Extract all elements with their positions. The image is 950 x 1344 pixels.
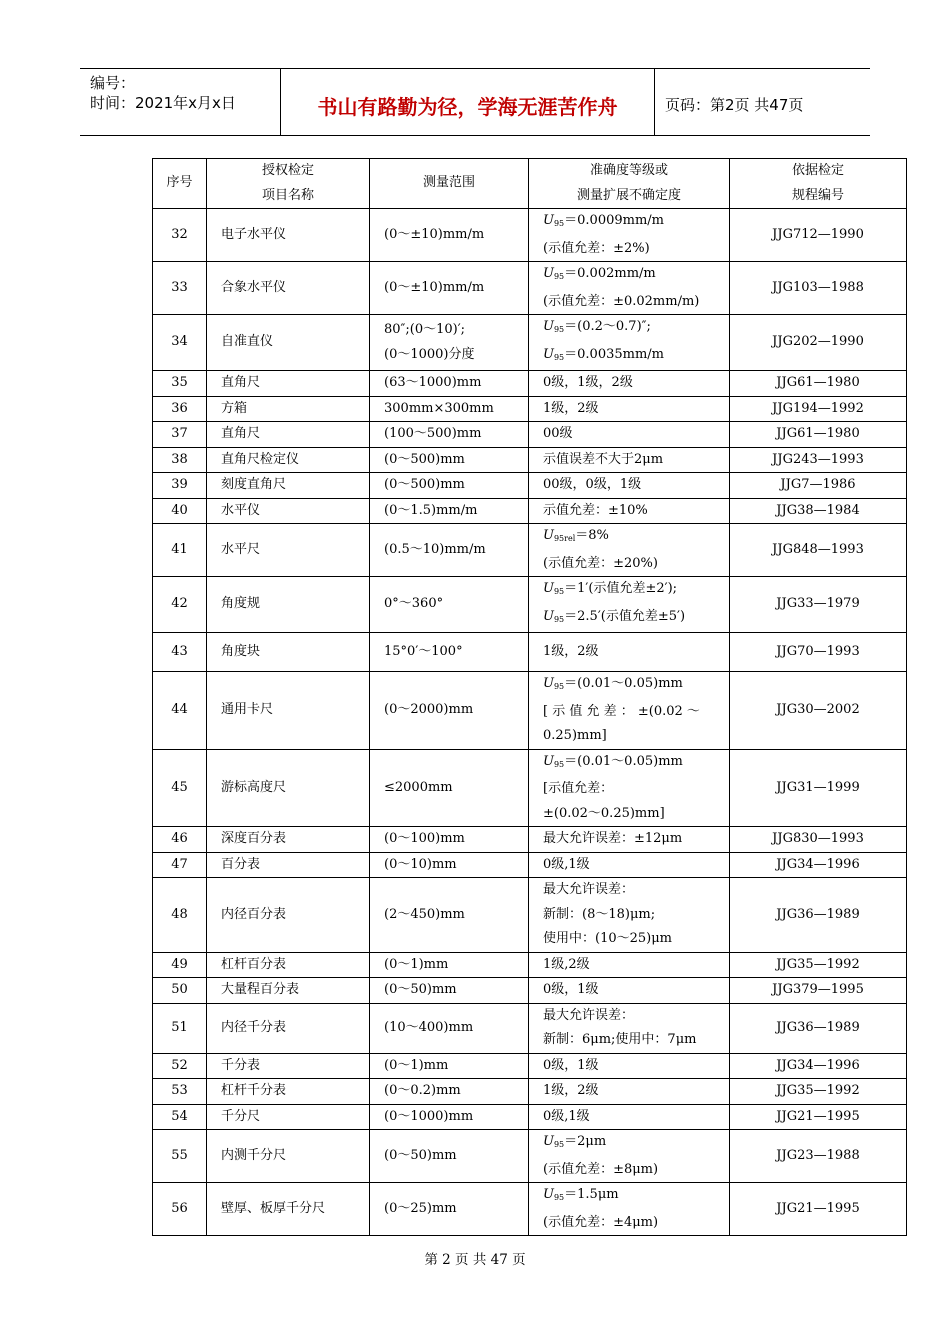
cell-accuracy	[529, 447, 730, 473]
cell-rule-code: JJG712—1990	[730, 209, 907, 262]
uncertainty-subscript: 95	[553, 1140, 565, 1149]
accuracy-line	[543, 672, 715, 700]
uncertainty-symbol: U	[543, 1187, 554, 1202]
cell-no: 53	[153, 1079, 207, 1105]
col-header-range: 测量范围	[370, 159, 529, 209]
cell-item-name: 千分表	[207, 1053, 370, 1079]
cell-range	[370, 524, 529, 577]
uncertainty-value: ＝0.0035mm/m	[564, 346, 665, 362]
col-header-no: 序号	[153, 159, 207, 209]
cell-range	[370, 396, 529, 422]
cell-accuracy	[529, 577, 730, 633]
cell-rule-code: JJG61—1980	[730, 371, 907, 397]
cell-line: 1级，2级	[543, 1083, 599, 1098]
cell-line: 新制：(8～18)μm;	[543, 906, 656, 922]
cell-item-name: 刻度直角尺	[207, 473, 370, 499]
cell-line: (0～1)mm	[384, 956, 449, 972]
cell-no: 51	[153, 1003, 207, 1053]
uncertainty-value: ＝(0.2～0.7)″;	[564, 319, 651, 334]
cell-no: 45	[153, 749, 207, 827]
cell-no: 39	[153, 473, 207, 499]
cell-accuracy	[529, 1003, 730, 1053]
cell-range	[370, 749, 529, 827]
table-row	[153, 315, 907, 371]
cell-rule-code: JJG33—1979	[730, 577, 907, 633]
accuracy-line	[543, 750, 715, 778]
cell-range	[370, 262, 529, 315]
cell-range	[370, 952, 529, 978]
cell-line: (示值允差：±0.02mm/m)	[543, 293, 700, 309]
uncertainty-value: ＝(0.01～0.05)mm	[564, 676, 683, 691]
table-row	[153, 396, 907, 422]
cell-item-name: 百分表	[207, 852, 370, 878]
cell-item-name: 直角尺检定仪	[207, 447, 370, 473]
uncertainty-subscript: 95	[553, 272, 565, 281]
table-row	[153, 498, 907, 524]
uncertainty-symbol: U	[543, 266, 554, 281]
cell-line: (0～100)mm	[384, 831, 465, 846]
cell-item-name: 电子水平仪	[207, 209, 370, 262]
cell-item-name: 水平尺	[207, 524, 370, 577]
cell-range	[370, 827, 529, 853]
cell-range	[370, 978, 529, 1004]
cell-accuracy	[529, 422, 730, 448]
cell-item-name: 内径百分表	[207, 878, 370, 953]
cell-accuracy	[529, 209, 730, 262]
cell-line: 00级，0级，1级	[543, 477, 642, 492]
cell-no: 32	[153, 209, 207, 262]
table-row	[153, 672, 907, 750]
table-row	[153, 749, 907, 827]
cell-range	[370, 209, 529, 262]
cell-range	[370, 1003, 529, 1053]
col-header-name-line2: 项目名称	[261, 187, 314, 203]
cell-no: 37	[153, 422, 207, 448]
cell-item-name: 直角尺	[207, 371, 370, 397]
cell-line: 0.25)mm]	[543, 728, 607, 743]
uncertainty-symbol: U	[543, 319, 554, 334]
cell-range	[370, 1053, 529, 1079]
cell-line: 0级,1级	[543, 856, 590, 872]
col-header-accuracy-line1: 准确度等级或	[589, 163, 668, 178]
cell-no: 43	[153, 633, 207, 672]
cell-no: 55	[153, 1130, 207, 1183]
uncertainty-symbol: U	[543, 213, 554, 228]
cell-accuracy	[529, 396, 730, 422]
table-header-row	[153, 159, 907, 209]
cell-no: 33	[153, 262, 207, 315]
cell-item-name: 自准直仪	[207, 315, 370, 371]
cell-no: 44	[153, 672, 207, 750]
table-row	[153, 1130, 907, 1183]
col-header-accuracy-line2: 测量扩展不确定度	[576, 187, 681, 203]
cell-line: [示值允差：	[543, 781, 614, 796]
cell-item-name: 合象水平仪	[207, 262, 370, 315]
table-row	[153, 262, 907, 315]
cell-accuracy	[529, 1104, 730, 1130]
col-header-name-line1: 授权检定	[261, 163, 314, 178]
cell-accuracy	[529, 878, 730, 953]
cell-accuracy	[529, 524, 730, 577]
cell-no: 34	[153, 315, 207, 371]
cell-range	[370, 473, 529, 499]
cell-item-name: 内径千分表	[207, 1003, 370, 1053]
cell-item-name: 水平仪	[207, 498, 370, 524]
cell-item-name: 直角尺	[207, 422, 370, 448]
cell-accuracy	[529, 498, 730, 524]
cell-no: 46	[153, 827, 207, 853]
cell-line: (示值允差：±8μm)	[543, 1161, 659, 1177]
uncertainty-symbol: U	[543, 581, 554, 596]
cell-no: 47	[153, 852, 207, 878]
cell-item-name: 角度规	[207, 577, 370, 633]
cell-range	[370, 498, 529, 524]
cell-accuracy	[529, 473, 730, 499]
cell-accuracy	[529, 633, 730, 672]
cell-line: 使用中：(10～25)μm	[543, 931, 673, 946]
cell-line: (示值允差：±20%)	[543, 555, 658, 571]
table-row	[153, 209, 907, 262]
cell-rule-code: JJG848—1993	[730, 524, 907, 577]
cell-no: 36	[153, 396, 207, 422]
uncertainty-subscript: 95	[553, 219, 565, 228]
accuracy-line	[543, 605, 715, 633]
cell-no: 52	[153, 1053, 207, 1079]
cell-line: (0～1000)mm	[384, 1108, 474, 1124]
header-motto: 书山有路勤为径，学海无涯苦作舟	[281, 69, 655, 135]
cell-line: (0～2000)mm	[384, 702, 474, 717]
col-header-rule-line2: 规程编号	[791, 187, 844, 203]
cell-line: 新制：6μm;使用中：7μm	[543, 1032, 697, 1047]
cell-no: 49	[153, 952, 207, 978]
uncertainty-value: ＝2.5′(示值允差±5′)	[564, 608, 686, 624]
table-row	[153, 633, 907, 672]
cell-item-name: 千分尺	[207, 1104, 370, 1130]
cell-item-name: 内测千分尺	[207, 1130, 370, 1183]
uncertainty-value: ＝(0.01～0.05)mm	[564, 753, 683, 769]
cell-line: 最大允许误差：	[543, 882, 635, 897]
cell-no: 48	[153, 878, 207, 953]
cell-line: 示值允差：±10%	[543, 502, 648, 518]
uncertainty-symbol: U	[543, 528, 554, 543]
cell-line: 1级，2级	[543, 400, 599, 416]
cell-line: (0.5～10)mm/m	[384, 541, 486, 557]
table-row	[153, 1053, 907, 1079]
col-header-accuracy	[529, 159, 730, 209]
cell-no: 42	[153, 577, 207, 633]
cell-range	[370, 1079, 529, 1105]
cell-no: 54	[153, 1104, 207, 1130]
cell-accuracy	[529, 672, 730, 750]
cell-rule-code: JJG21—1995	[730, 1104, 907, 1130]
cell-no: 56	[153, 1183, 207, 1236]
cell-range	[370, 672, 529, 750]
cell-rule-code: JJG7—1986	[730, 473, 907, 499]
cell-line: (0～±10)mm/m	[384, 226, 485, 242]
cell-line: 80″;(0～10)′;	[384, 322, 466, 337]
cell-line: 1级,2级	[543, 956, 590, 972]
uncertainty-subscript: 95	[553, 1193, 565, 1202]
table-row	[153, 952, 907, 978]
uncertainty-subscript: 95	[553, 352, 565, 362]
cell-line: 300mm×300mm	[384, 400, 494, 416]
cell-line: 00级	[543, 426, 573, 441]
cell-line: 15°0′～100°	[384, 643, 463, 659]
cell-rule-code: JJG34—1996	[730, 1053, 907, 1079]
table-row	[153, 371, 907, 397]
page-header	[80, 68, 870, 136]
cell-item-name: 壁厚、板厚千分尺	[207, 1183, 370, 1236]
uncertainty-symbol: U	[543, 753, 554, 769]
cell-rule-code: JJG36—1989	[730, 1003, 907, 1053]
cell-line: 示值误差不大于2μm	[543, 451, 664, 467]
table-row	[153, 878, 907, 953]
table-body	[153, 209, 907, 1236]
cell-item-name: 游标高度尺	[207, 749, 370, 827]
uncertainty-subscript: 95	[553, 614, 565, 624]
cell-line: 最大允许误差：±12μm	[543, 831, 683, 846]
cell-line: (示值允差：±4μm)	[543, 1214, 659, 1230]
cell-range	[370, 1130, 529, 1183]
cell-range	[370, 422, 529, 448]
cell-line: (0～50)mm	[384, 1147, 457, 1163]
cell-rule-code: JJG194—1992	[730, 396, 907, 422]
serial-label: 编号：	[90, 74, 136, 92]
cell-rule-code: JJG36—1989	[730, 878, 907, 953]
cell-line: 0级，1级，2级	[543, 375, 633, 390]
uncertainty-subscript: 95	[553, 759, 565, 769]
cell-line: (63～1000)mm	[384, 375, 482, 390]
cell-rule-code: JJG61—1980	[730, 422, 907, 448]
table-row	[153, 473, 907, 499]
cell-no: 38	[153, 447, 207, 473]
cell-line: (0～500)mm	[384, 451, 465, 467]
table-row	[153, 1183, 907, 1236]
cell-accuracy	[529, 852, 730, 878]
accuracy-line	[543, 524, 715, 552]
cell-item-name: 角度块	[207, 633, 370, 672]
uncertainty-value: ＝0.002mm/m	[564, 266, 656, 281]
cell-line: (0～10)mm	[384, 856, 457, 872]
cell-rule-code: JJG30—2002	[730, 672, 907, 750]
cell-rule-code: JJG70—1993	[730, 633, 907, 672]
cell-range	[370, 1104, 529, 1130]
table-row	[153, 852, 907, 878]
cell-item-name: 杠杆百分表	[207, 952, 370, 978]
table-row	[153, 524, 907, 577]
accuracy-line	[543, 209, 715, 237]
cell-line: 0°～360°	[384, 596, 444, 612]
page-footer: 第 2 页 共 47 页	[424, 1252, 526, 1268]
uncertainty-value: ＝2μm	[564, 1134, 607, 1149]
cell-rule-code: JJG34—1996	[730, 852, 907, 878]
cell-line: (0～0.2)mm	[384, 1083, 461, 1098]
col-header-rule-line1: 依据检定	[791, 163, 844, 178]
cell-rule-code: JJG21—1995	[730, 1183, 907, 1236]
cell-accuracy	[529, 749, 730, 827]
time-label: 时间：2021年x月x日	[90, 94, 236, 112]
cell-range	[370, 371, 529, 397]
uncertainty-subscript: 95rel	[553, 534, 576, 543]
accuracy-line	[543, 343, 715, 371]
header-page-info: 页码：第2页 共47页	[665, 95, 804, 114]
uncertainty-value: ＝8%	[575, 528, 609, 543]
table-row	[153, 422, 907, 448]
uncertainty-value: ＝0.0009mm/m	[564, 213, 665, 228]
cell-line: (0～1000)分度	[384, 346, 475, 362]
cell-item-name: 深度百分表	[207, 827, 370, 853]
cell-rule-code: JJG830—1993	[730, 827, 907, 853]
accuracy-line	[543, 1183, 715, 1211]
cell-line: (0～±10)mm/m	[384, 279, 485, 295]
table-row	[153, 447, 907, 473]
cell-range	[370, 878, 529, 953]
cell-range	[370, 447, 529, 473]
cell-item-name: 方箱	[207, 396, 370, 422]
table-row	[153, 1003, 907, 1053]
accuracy-line	[543, 1130, 715, 1158]
table-row	[153, 827, 907, 853]
cell-rule-code: JJG31—1999	[730, 749, 907, 827]
cell-rule-code: JJG379—1995	[730, 978, 907, 1004]
accuracy-line	[543, 577, 715, 605]
cell-line: (0～1.5)mm/m	[384, 502, 478, 518]
cell-rule-code: JJG243—1993	[730, 447, 907, 473]
cell-line: [ 示 值 允 差 ： ±(0.02 ～	[543, 703, 700, 719]
cell-accuracy	[529, 978, 730, 1004]
cell-accuracy	[529, 1130, 730, 1183]
cell-range	[370, 315, 529, 371]
uncertainty-symbol: U	[543, 608, 554, 624]
cell-range	[370, 577, 529, 633]
cell-accuracy	[529, 1183, 730, 1236]
cell-line: 0级，1级	[543, 982, 599, 997]
cell-accuracy	[529, 315, 730, 371]
calibration-table	[152, 158, 907, 1236]
cell-line: ≤2000mm	[384, 779, 453, 795]
cell-line: (100～500)mm	[384, 426, 482, 441]
cell-no: 50	[153, 978, 207, 1004]
cell-line: ±(0.02～0.25)mm]	[543, 805, 665, 821]
accuracy-line	[543, 262, 715, 290]
cell-item-name: 杠杆千分表	[207, 1079, 370, 1105]
cell-accuracy	[529, 371, 730, 397]
cell-rule-code: JJG23—1988	[730, 1130, 907, 1183]
cell-line: (0～1)mm	[384, 1057, 449, 1073]
cell-item-name: 通用卡尺	[207, 672, 370, 750]
cell-accuracy	[529, 1079, 730, 1105]
cell-no: 41	[153, 524, 207, 577]
uncertainty-symbol: U	[543, 346, 554, 362]
cell-accuracy	[529, 262, 730, 315]
cell-range	[370, 852, 529, 878]
cell-accuracy	[529, 827, 730, 853]
header-meta	[80, 69, 281, 135]
cell-no: 40	[153, 498, 207, 524]
cell-rule-code: JJG202—1990	[730, 315, 907, 371]
cell-accuracy	[529, 1053, 730, 1079]
uncertainty-symbol: U	[543, 1134, 554, 1149]
cell-line: (2～450)mm	[384, 906, 465, 922]
table-row	[153, 1079, 907, 1105]
col-header-name	[207, 159, 370, 209]
cell-range	[370, 633, 529, 672]
cell-rule-code: JJG35—1992	[730, 1079, 907, 1105]
cell-rule-code: JJG38—1984	[730, 498, 907, 524]
cell-line: (0～500)mm	[384, 477, 465, 492]
cell-line: (示值允差：±2%)	[543, 240, 650, 256]
cell-rule-code: JJG35—1992	[730, 952, 907, 978]
uncertainty-value: ＝1.5μm	[564, 1187, 619, 1202]
col-header-rule	[730, 159, 907, 209]
uncertainty-value: ＝1′(示值允差±2′);	[564, 581, 678, 596]
cell-line: 0级，1级	[543, 1057, 599, 1073]
cell-line: 最大允许误差：	[543, 1007, 635, 1023]
cell-range	[370, 1183, 529, 1236]
cell-no: 35	[153, 371, 207, 397]
cell-line: (0～50)mm	[384, 982, 457, 997]
uncertainty-subscript: 95	[553, 682, 565, 691]
cell-line: 1级，2级	[543, 643, 599, 659]
table-row	[153, 1104, 907, 1130]
table-row	[153, 978, 907, 1004]
cell-accuracy	[529, 952, 730, 978]
uncertainty-subscript: 95	[553, 587, 565, 596]
cell-rule-code: JJG103—1988	[730, 262, 907, 315]
cell-item-name: 大量程百分表	[207, 978, 370, 1004]
cell-line: 0级,1级	[543, 1108, 590, 1124]
uncertainty-subscript: 95	[553, 325, 565, 334]
cell-line: (10～400)mm	[384, 1019, 474, 1035]
cell-line: (0～25)mm	[384, 1200, 457, 1216]
accuracy-line	[543, 315, 715, 343]
uncertainty-symbol: U	[543, 676, 554, 691]
table-row	[153, 577, 907, 633]
